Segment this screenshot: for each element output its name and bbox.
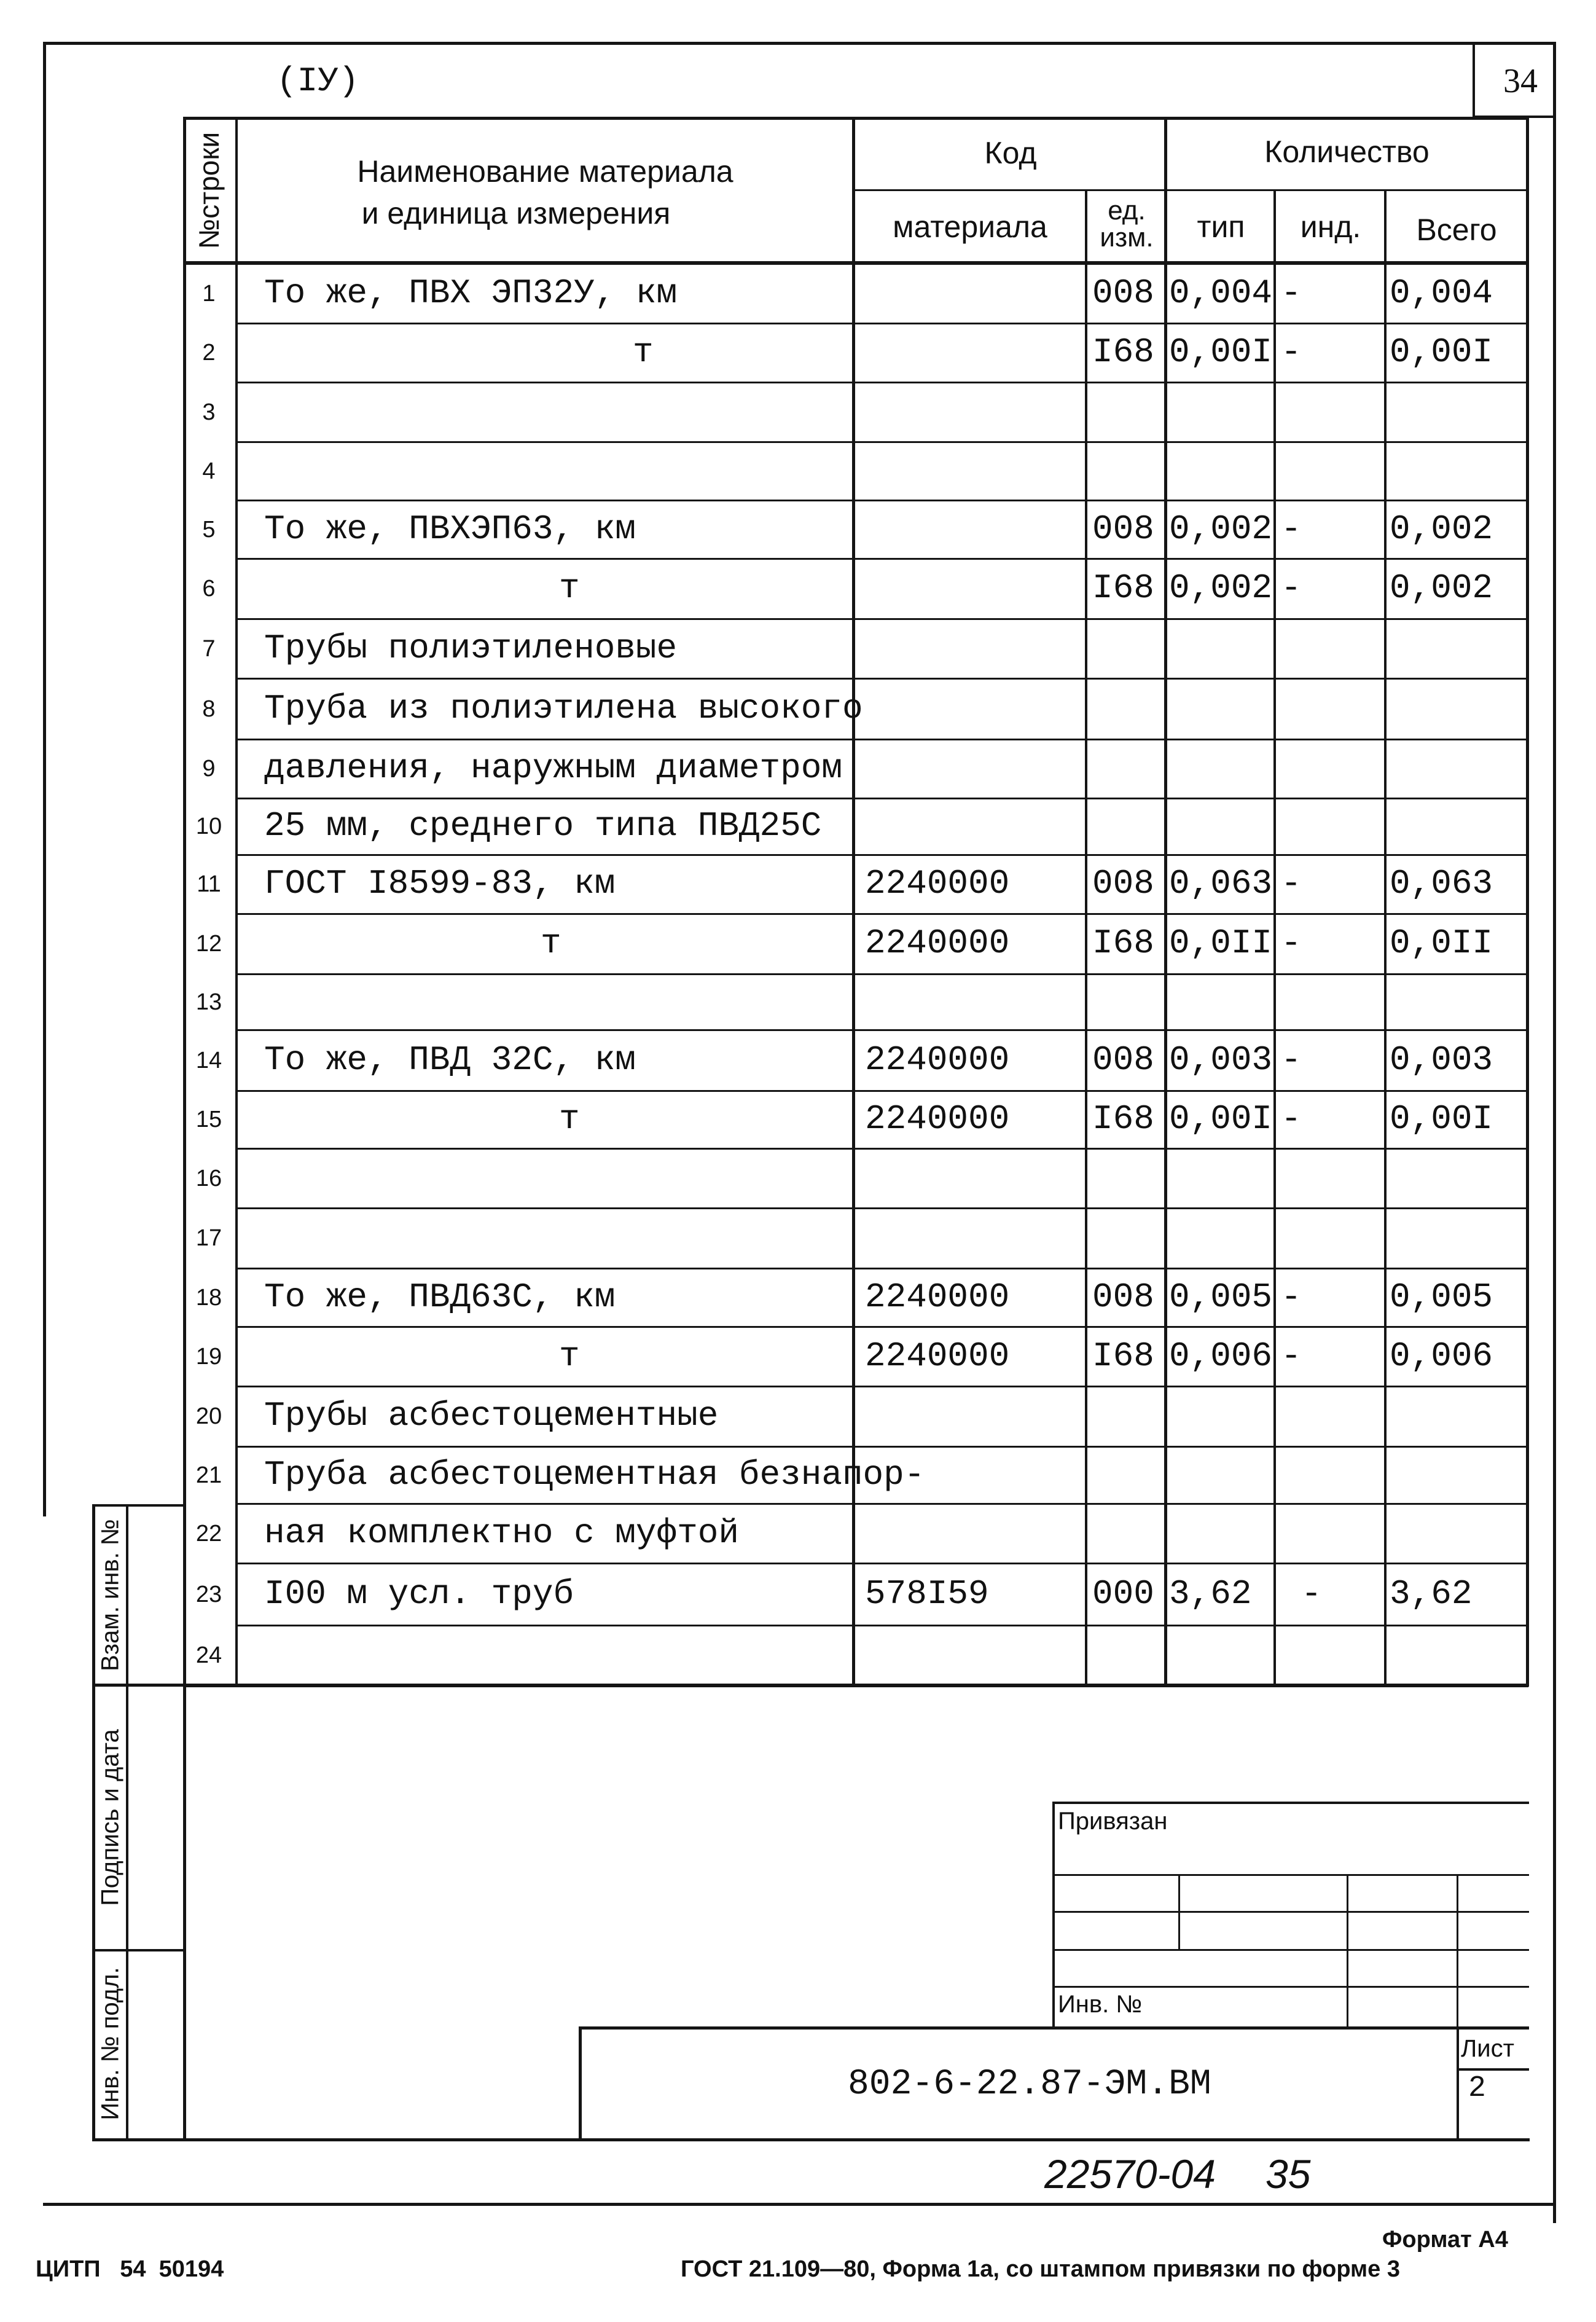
row-number: 20 <box>195 1403 222 1429</box>
row-number: 22 <box>195 1520 222 1547</box>
header-code: Код <box>984 136 1037 170</box>
row-name: т <box>559 568 580 608</box>
row-number: 11 <box>197 871 221 897</box>
row-unit: I68 <box>1092 1099 1154 1139</box>
row-ind: - <box>1281 1099 1302 1139</box>
row-unit: I68 <box>1092 568 1154 608</box>
row-ind: - <box>1281 1336 1302 1376</box>
row-number: 12 <box>195 931 222 957</box>
row-number: 23 <box>195 1581 222 1607</box>
row-name: То же, ПВД63С, км <box>264 1277 616 1317</box>
header-total: Всего <box>1416 213 1497 247</box>
row-number: 7 <box>202 635 216 662</box>
header-ind: инд. <box>1300 210 1361 244</box>
row-ind: - <box>1281 1277 1302 1317</box>
row-name: То же, ПВХ ЭП32У, км <box>264 273 678 313</box>
row-unit: I68 <box>1092 332 1154 372</box>
title-list-sep <box>1457 2068 1529 2071</box>
row-ind: - <box>1301 1574 1322 1614</box>
frame-left <box>43 42 46 1516</box>
vline-name-right <box>852 117 855 1687</box>
row-unit: 008 <box>1092 864 1154 903</box>
row-separator <box>235 323 1529 324</box>
row-name: ная комплектно с муфтой <box>264 1513 739 1553</box>
row-name: Труба асбестоцементная безнапор- <box>264 1454 925 1494</box>
row-number: 16 <box>195 1165 222 1191</box>
row-total: 0,005 <box>1390 1277 1493 1317</box>
row-ind: - <box>1281 273 1302 313</box>
row-number: 9 <box>202 756 216 782</box>
row-name: I00 м усл. труб <box>264 1574 574 1614</box>
handwritten-number: 35 <box>1265 2151 1311 2197</box>
header-material: материала <box>893 210 1047 244</box>
row-ind: - <box>1281 509 1302 549</box>
row-name: 25 мм, среднего типа ПВД25С <box>264 806 822 845</box>
stamp-v2 <box>1347 1874 1348 2028</box>
sheet-number: 34 <box>1503 62 1538 100</box>
row-number: 8 <box>202 696 216 722</box>
vline-table-right <box>1526 117 1529 1687</box>
side-col-mid <box>126 1504 128 2141</box>
row-name: Трубы полиэтиленовые <box>264 628 678 668</box>
row-ind: - <box>1281 332 1302 372</box>
header-mid <box>853 189 1528 191</box>
row-name: давления, наружным диаметром <box>264 748 842 788</box>
row-type: 0,063 <box>1169 864 1273 903</box>
row-type: 0,00I <box>1169 332 1273 372</box>
stamp-left <box>1052 1802 1055 2029</box>
sheet-box-left <box>1473 42 1475 117</box>
row-number: 2 <box>202 340 216 366</box>
stamp-inv-no: Инв. № <box>1058 1991 1143 2018</box>
row-separator <box>235 1029 1529 1031</box>
side-sep1 <box>92 1684 186 1687</box>
row-code: 578I59 <box>865 1574 989 1614</box>
row-ind: - <box>1281 1040 1302 1080</box>
header-unit-line1: ед. <box>1108 195 1146 226</box>
row-number: 4 <box>202 458 216 484</box>
row-separator <box>235 798 1529 799</box>
row-type: 0,003 <box>1169 1040 1273 1080</box>
row-total: 0,00I <box>1390 332 1493 372</box>
row-number: 15 <box>195 1107 222 1132</box>
title-left <box>579 2026 582 2141</box>
table-bottom <box>183 1684 1528 1687</box>
row-total: 0,063 <box>1390 864 1493 903</box>
row-unit: 008 <box>1092 1040 1154 1080</box>
vline-unit-right <box>1164 117 1167 1687</box>
row-number: 21 <box>195 1462 222 1488</box>
row-total: 0,002 <box>1390 509 1493 549</box>
row-number: 3 <box>202 399 216 425</box>
row-number: 13 <box>195 989 222 1015</box>
label-podpis-data: Подпись и дата <box>96 1729 124 1906</box>
row-separator <box>235 382 1529 383</box>
row-ind: - <box>1281 924 1302 963</box>
row-name: ГОСТ I8599-83, км <box>264 864 616 903</box>
row-name: т <box>541 924 561 963</box>
row-unit: 000 <box>1092 1574 1154 1614</box>
stamp-top <box>1052 1802 1529 1804</box>
stamp-v3 <box>1457 1874 1458 2028</box>
row-code: 2240000 <box>865 924 1010 963</box>
row-separator <box>235 441 1529 443</box>
stamp-v1 <box>1178 1874 1180 1951</box>
row-total: 0,0II <box>1390 924 1493 963</box>
row-separator <box>235 1503 1529 1505</box>
vline-rownum-right <box>235 117 238 1687</box>
vline-ind-right <box>1384 189 1387 1687</box>
row-name: т <box>559 1336 580 1376</box>
row-total: 0,00I <box>1390 1099 1493 1139</box>
frame-top <box>43 42 1555 45</box>
row-separator <box>235 739 1529 740</box>
stamp-list-label: Лист <box>1461 2035 1514 2062</box>
row-type: 0,006 <box>1169 1336 1273 1376</box>
row-unit: 008 <box>1092 1277 1154 1317</box>
row-type: 0,002 <box>1169 568 1273 608</box>
row-ind: - <box>1281 864 1302 903</box>
row-separator <box>235 1386 1529 1387</box>
footer-gost: ГОСТ 21.109—80, Форма 1а, со штампом привязки по форме 3 <box>681 2256 1400 2282</box>
header-name-line2: и единица измерения <box>361 196 671 230</box>
row-code: 2240000 <box>865 1099 1010 1139</box>
row-number: 10 <box>195 814 222 839</box>
row-type: 0,002 <box>1169 509 1273 549</box>
row-type: 0,0II <box>1169 924 1273 963</box>
row-separator <box>235 678 1529 680</box>
side-sep2 <box>92 1949 186 1951</box>
row-separator <box>235 1326 1529 1328</box>
row-number: 5 <box>202 516 216 543</box>
row-number: 6 <box>202 576 216 602</box>
row-name: То же, ПВХЭП63, км <box>264 509 636 549</box>
row-separator <box>235 1090 1529 1092</box>
row-name: т <box>633 332 654 372</box>
row-type: 0,005 <box>1169 1277 1273 1317</box>
row-ind: - <box>1281 568 1302 608</box>
label-vzam-inv: Взам. инв. № <box>96 1519 124 1671</box>
section-label: (IУ) <box>276 61 359 101</box>
title-list-left <box>1457 2026 1459 2141</box>
header-type: тип <box>1197 210 1245 244</box>
row-code: 2240000 <box>865 1336 1010 1376</box>
row-name: Трубы асбестоцементные <box>264 1396 719 1435</box>
header-quantity: Количество <box>1264 135 1430 169</box>
row-type: 3,62 <box>1169 1574 1252 1614</box>
row-name: То же, ПВД 32С, км <box>264 1040 636 1080</box>
header-unit-line2: изм. <box>1100 222 1154 253</box>
row-code: 2240000 <box>865 1040 1010 1080</box>
header-name: Наименование материала <box>357 154 733 189</box>
row-separator <box>235 618 1529 620</box>
row-unit: I68 <box>1092 1336 1154 1376</box>
row-type: 0,004 <box>1169 273 1273 313</box>
row-separator <box>235 1148 1529 1150</box>
row-type: 0,00I <box>1169 1099 1273 1139</box>
row-total: 0,003 <box>1390 1040 1493 1080</box>
row-total: 0,002 <box>1390 568 1493 608</box>
footer-left: ЦИТП 54 50194 <box>36 2256 224 2282</box>
title-top <box>579 2026 1529 2030</box>
row-number: 1 <box>202 280 216 307</box>
side-bottom <box>92 2138 1530 2141</box>
row-code: 2240000 <box>865 1277 1010 1317</box>
row-code: 2240000 <box>865 864 1010 903</box>
side-top <box>92 1504 186 1507</box>
header-row-no: №строки <box>193 131 225 249</box>
vline-type-right <box>1273 189 1276 1687</box>
row-total: 0,004 <box>1390 273 1493 313</box>
row-separator <box>235 973 1529 975</box>
handwritten-code: 22570-04 <box>1044 2151 1216 2197</box>
row-unit: 008 <box>1092 273 1154 313</box>
row-name: т <box>559 1099 580 1139</box>
row-number: 14 <box>195 1047 222 1073</box>
row-number: 18 <box>195 1284 222 1311</box>
label-inv-podl: Инв. № подл. <box>96 1967 124 2120</box>
row-separator <box>235 1446 1529 1448</box>
row-number: 24 <box>195 1642 222 1668</box>
row-name: Труба из полиэтилена высокого <box>264 688 863 728</box>
row-separator <box>235 854 1529 856</box>
frame-bottom <box>43 2203 1555 2206</box>
stamp-list-value: 2 <box>1468 2072 1486 2105</box>
row-unit: 008 <box>1092 509 1154 549</box>
header-bottom <box>183 261 1528 265</box>
frame-right <box>1553 42 1556 2223</box>
table-top <box>183 117 1528 120</box>
row-separator <box>235 1268 1529 1269</box>
row-separator <box>235 1207 1529 1209</box>
row-number: 17 <box>195 1225 222 1251</box>
stamp-privyazan: Привязан <box>1058 1808 1168 1835</box>
row-number: 19 <box>195 1343 222 1370</box>
side-col-left <box>92 1504 95 2141</box>
row-separator <box>235 500 1529 501</box>
row-total: 3,62 <box>1390 1574 1473 1614</box>
row-separator <box>235 1563 1529 1564</box>
vline-code-right <box>1085 189 1087 1687</box>
row-separator <box>235 1625 1529 1626</box>
row-separator <box>235 913 1529 915</box>
row-total: 0,006 <box>1390 1336 1493 1376</box>
document-designation: 802-6-22.87-ЭМ.ВМ <box>848 2065 1211 2104</box>
row-unit: I68 <box>1092 924 1154 963</box>
footer-format: Формат А4 <box>1382 2227 1508 2253</box>
row-separator <box>235 558 1529 560</box>
